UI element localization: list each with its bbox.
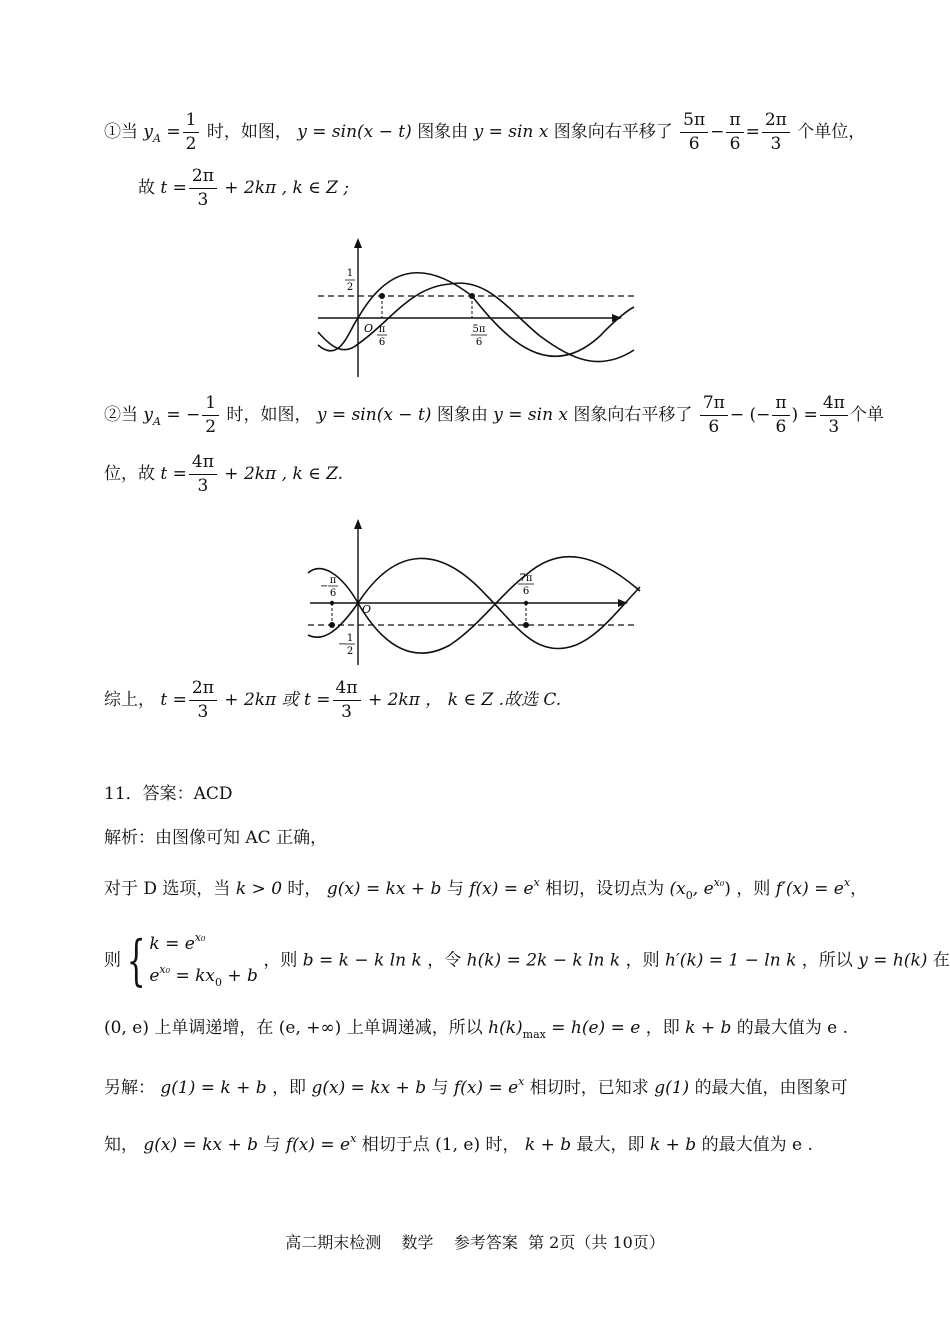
case2-conclusion: 位，故 t = $\frac{4\pi}{3}$ + 2kπ , k ∈ Z. <box>104 452 344 496</box>
page-footer: 高二期末检测 数学 参考答案 第 2页（共 10页） <box>285 1233 665 1252</box>
label-5pi6-num: 5π <box>472 324 486 335</box>
y-axis-arrow <box>354 519 362 529</box>
q11-answer: 11．答案：ACD <box>104 784 233 804</box>
q11-analysis: 解析：由图像可知 AC 正确， <box>104 828 328 848</box>
frac-pi-6: $\frac{\pi}{6}$ <box>772 395 789 436</box>
frac-4pi-3: $\frac{4\pi}{3}$ <box>189 454 217 495</box>
q11-d-option: 对于 D 选项，当 k > 0 时， g(x) = kx + b 与 $f(x) = e^x$ 相切，设切点为 ($x_0$, $e^{x_0}$) ，则 $f'(x) = e^x$， <box>104 876 868 902</box>
label-half-num: 1 <box>346 268 354 279</box>
label-neg-pi6-num: π <box>329 575 337 586</box>
label-neg-pi6-den: 6 <box>329 588 337 599</box>
frac-7pi-6: $\frac{7\pi}{6}$ <box>700 395 728 436</box>
label-origin: O <box>362 603 372 616</box>
label-7pi6-num: 7π <box>519 573 533 584</box>
label-pi6-num: π <box>378 324 386 335</box>
case2-line1: ②当 $y_A$ = − $\frac{1}{2}$ 时，如图， y = sin(x − t) 图象由 y = sin x 图象向右平移了 $\frac{7\pi}{6}$ − (− $\frac{\pi}{6}$ ) = $\frac{4\pi}{3}$ 个单 <box>104 393 884 437</box>
frac-4pi-3: $\frac{4\pi}{3}$ <box>333 680 361 721</box>
label-5pi6-den: 6 <box>475 337 483 348</box>
x-axis-arrow <box>612 314 622 322</box>
equation-system: $k = e^{x_0}$ $e^{x_0} = kx_0 + b$ <box>149 931 258 990</box>
frac-4pi-3: $\frac{4\pi}{3}$ <box>820 395 848 436</box>
label-neg-half-num: 1 <box>346 633 354 644</box>
frac-5pi-6: $\frac{5\pi}{6}$ <box>680 112 708 153</box>
left-brace: { <box>126 929 146 993</box>
q11-system: 则 { $k = e^{x_0}$ $e^{x_0} = kx_0 + b$ ，则 b = k − k ln k ，令 h(k) = 2k − k ln k ，则 h′(k) = 1 − ln k ，所以 y = h(k) 在 <box>104 928 950 994</box>
graph2 <box>300 515 645 667</box>
label-half-den: 2 <box>346 282 354 293</box>
graph1 <box>310 232 640 382</box>
frac-pi-6: $\frac{\pi}{6}$ <box>726 112 743 153</box>
label-neg-half-sign: − <box>338 639 347 650</box>
frac-2pi-3: $\frac{2\pi}{3}$ <box>189 680 217 721</box>
label-pi6-den: 6 <box>378 337 386 348</box>
frac-2pi-3: $\frac{2\pi}{3}$ <box>189 168 217 209</box>
q11-alternative: 另解： g(1) = k + b ，即 g(x) = kx + b 与 $f(x) = e^x$ 相切时，已知求 g(1) 的最大值，由图象可 <box>104 1075 848 1098</box>
case1-conclusion: 故 t = $\frac{2\pi}{3}$ + 2kπ , k ∈ Z ; <box>138 166 350 210</box>
frac-half: $\frac{1}{2}$ <box>183 112 200 153</box>
frac-half: $\frac{1}{2}$ <box>202 395 219 436</box>
frac-2pi-3: $\frac{2\pi}{3}$ <box>762 112 790 153</box>
y-axis-arrow <box>354 238 362 248</box>
label-7pi6-den: 6 <box>522 586 530 597</box>
summary-line: 综上， t = $\frac{2\pi}{3}$ + 2kπ 或 t = $\frac{4\pi}{3}$ + 2kπ ， k ∈ Z .故选 C. <box>104 678 562 722</box>
q11-monotonic: (0, e) 上单调递增，在 (e, +∞) 上单调递减，所以 $h(k)_{max} = h(e) = e$ ，即 k + b 的最大值为 e . <box>104 1018 849 1041</box>
case1-line1: ①当 $y_A$ = $\frac{1}{2}$ 时，如图， y = sin(x − t) 图象由 y = sin x 图象向右平移了 $\frac{5\pi}{6}$ − $\frac{\pi}{6}$ = $\frac{2\pi}{3}$ 个单位， <box>104 110 866 154</box>
q11-last: 知， g(x) = kx + b 与 $f(x) = e^x$ 相切于点 (1, e) 时， k + b 最大，即 k + b 的最大值为 e . <box>104 1132 813 1155</box>
label-origin: O <box>364 322 374 335</box>
label-neg-pi6-sign: − <box>320 581 329 592</box>
label-neg-half-den: 2 <box>346 646 354 657</box>
